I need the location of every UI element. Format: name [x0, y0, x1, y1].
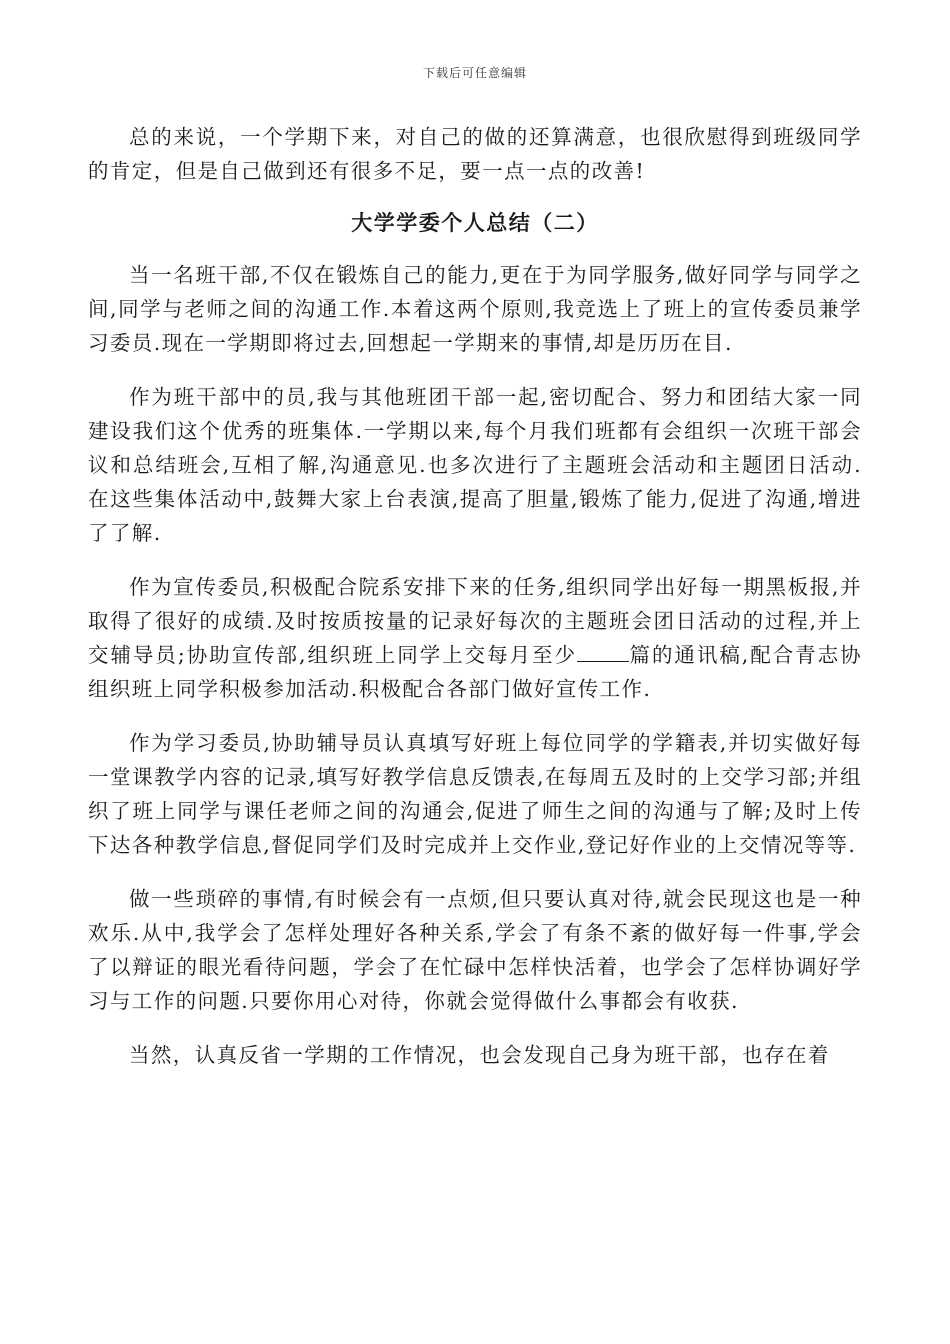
paragraph-study-committee: 作为学习委员,协助辅导员认真填写好班上每位同学的学籍表,并切实做好每一堂课教学内容的记录,填写好教学信息反馈表,在每周五及时的上交学习部;并组织了班上同学与课任老师之间的沟通会,促进了师生之间的沟通与了解;及时上传下达各种教学信息,督促同学们及时完成并上交作业,登记好作业的上交情况等等. [88, 731, 862, 857]
paragraph-intro: 当一名班干部,不仅在锻炼自己的能力,更在于为同学服务,做好同学与同学之间,同学与老师之间的沟通工作.本着这两个原则,我竞选上了班上的宣传委员兼学习委员.现在一学期即将过去,回想起一学期来的事情,却是历历在目. [88, 263, 863, 355]
paragraph-publicity-part2: 篇的通讯稿,配合青志协组织班上同学积极参加活动.积极配合各部门做好宣传工作. [88, 643, 863, 701]
paragraph-publicity-part1: 作为宣传委员,积极配合院系安排下来的任务,组织同学出好每一期黑板报,并取得了很好的成绩.及时按质按量的记录好每次的主题班会团日活动的过程,并上交辅导员;协助宣传部,组织班上同学上交每月至少 [88, 575, 863, 667]
page-header-note: 下载后可任意编辑 [422, 66, 527, 80]
paragraph-class-cadre: 作为班干部中的员,我与其他班团干部一起,密切配合、努力和团结大家一同建设我们这个优秀的班集体.一学期以来,每个月我们班都有会组织一次班干部会议和总结班会,互相了解,沟通意见.也多次进行了主题班会活动和主题团日活动.在这些集体活动中,鼓舞大家上台表演,提高了胆量,锻炼了能力,促进了沟通,增进了了解. [88, 385, 862, 545]
fill-in-blank [577, 641, 629, 662]
document-body [88, 120, 862, 1072]
paragraph-publicity [88, 570, 862, 706]
paragraph-self-review: 当然，认真反省一学期的工作情况，也会发现自己身为班干部，也存在着 [129, 1043, 830, 1067]
paragraph-summary: 总的来说，一个学期下来，对自己的做的还算满意，也很欣慰得到班级同学的肯定，但是自己做到还有很多不足，要一点一点的改善! [88, 125, 862, 183]
section-title: 大学学委个人总结（二） [351, 211, 599, 235]
paragraph-reflection: 做一些琐碎的事情,有时候会有一点烦,但只要认真对待,就会民现这也是一种欢乐.从中,我学会了怎样处理好各种关系,学会了有条不紊的做好每一件事,学会了以辩证的眼光看待问题，学会了在忙碌中怎样快活着，也学会了怎样协调好学习与工作的问题.只要你用心对待，你就会觉得做什么事都会有收获. [88, 887, 863, 1013]
